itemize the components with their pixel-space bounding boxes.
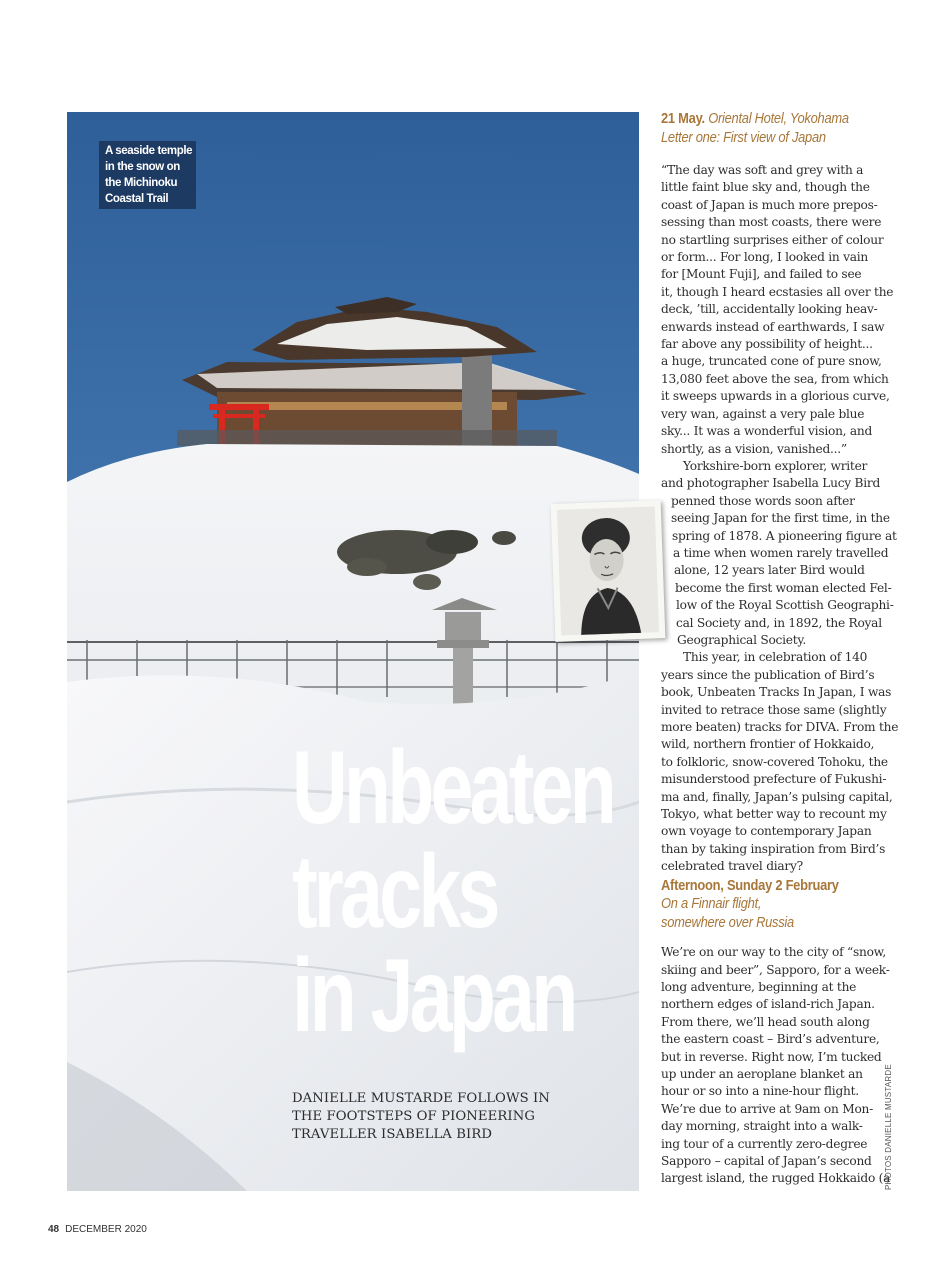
headline-line: in Japan [292, 938, 575, 1054]
section1-subtitle [661, 129, 850, 148]
portrait-engraving [557, 506, 659, 635]
standfirst [292, 1090, 550, 1144]
body-line: celebrated travel diary? [661, 859, 803, 874]
body-line: sky... It was a wonderful vision, and [661, 424, 873, 439]
body-line: years since the publication of Bird’s [661, 667, 875, 682]
body-line: low of the Royal Scottish Geographi- [676, 598, 894, 613]
body-line: deck, ’till, accidentally looking heav- [661, 302, 878, 317]
body-line: northern edges of island-rich Japan. [661, 997, 875, 1012]
body-line: a huge, truncated cone of pure snow, [661, 354, 882, 369]
body-line: 13,080 feet above the sea, from which [661, 371, 889, 386]
body-line: enwards instead of earthwards, I saw [661, 319, 885, 334]
body-line: This year, in celebration of 140 [683, 650, 868, 665]
body-line: We’re due to arrive at 9am on Mon- [661, 1101, 873, 1116]
body-line: more beaten) tracks for DIVA. From the [661, 720, 899, 734]
body-line: hour or so into a nine-hour flight. [661, 1084, 859, 1099]
body-line: sessing than most coasts, there were [661, 215, 882, 230]
body-line: little faint blue sky and, though the [661, 180, 870, 195]
body-line: to folkloric, snow-covered Tohoku, the [661, 754, 888, 769]
body-line: than by taking inspiration from Bird’s [661, 841, 886, 856]
standfirst-line: DANIELLE MUSTARDE FOLLOWS IN [292, 1091, 550, 1106]
body-line: or form... For long, I looked in vain [661, 250, 869, 265]
body-line: alone, 12 years later Bird would [674, 563, 865, 578]
body-line: own voyage to contemporary Japan [661, 824, 872, 839]
caption-line: in the snow on [105, 161, 180, 173]
section2-date: Afternoon, Sunday 2 February [661, 876, 839, 894]
body-line: invited to retrace those same (slightly [661, 702, 887, 717]
body-line: become the first woman elected Fel- [675, 580, 892, 595]
section1-body [661, 162, 899, 876]
body-line: up under an aeroplane blanket an [661, 1067, 863, 1081]
body-line: shortly, as a vision, vanished...” [661, 441, 847, 456]
body-line: coast of Japan is much more prepos- [661, 197, 878, 212]
body-line: From there, we’ll head south along [661, 1014, 870, 1029]
body-line: cal Society and, in 1892, the Royal [676, 615, 882, 630]
body-line: Tokyo, what better way to recount my [661, 807, 887, 822]
body-line: but in reverse. Right now, I’m tucked [661, 1049, 882, 1064]
body-line: far above any possibility of height... [661, 337, 873, 352]
body-line: skiing and beer”, Sapporo, for a week- [661, 962, 890, 977]
body-line: ma and, finally, Japan’s pulsing capital, [661, 789, 893, 804]
body-line: it, though I heard ecstasies all over the [661, 284, 894, 299]
issue-date: DECEMBER 2020 [65, 1224, 147, 1235]
body-line: Geographical Society. [677, 632, 807, 647]
section1-dateline [661, 110, 850, 129]
body-line: and photographer Isabella Lucy Bird [661, 476, 881, 491]
photo-credit: PHOTOS DANIELLE MUSTARDE [884, 1064, 893, 1190]
body-line: it sweeps upwards in a glorious curve, [661, 389, 890, 404]
body-line: ing tour of a currently zero-degree [661, 1136, 868, 1151]
standfirst-line: THE FOOTSTEPS OF PIONEERING [292, 1109, 535, 1124]
body-line: very wan, against a very pale blue [661, 406, 865, 421]
isabella-bird-portrait [551, 500, 666, 642]
body-line: Yorkshire-born explorer, writer [683, 458, 868, 473]
article-headline [292, 730, 614, 1054]
body-line: no startling surprises either of colour [661, 232, 884, 247]
body-line: penned those words soon after [671, 493, 855, 508]
section2-place-text: On a Finnair flight, [661, 895, 762, 913]
section2-place-2 [661, 914, 850, 933]
body-line: misunderstood prefecture of Fukushi- [661, 772, 887, 787]
body-line: “The day was soft and grey with a [661, 163, 864, 177]
body-line: We’re on our way to the city of “snow, [661, 945, 887, 960]
headline-line: Unbeaten [292, 730, 614, 846]
body-line: long adventure, beginning at the [661, 979, 857, 994]
body-line: for [Mount Fuji], and failed to see [661, 267, 862, 282]
body-line: wild, northern frontier of Hokkaido, [661, 737, 875, 752]
body-line: seeing Japan for the first time, in the [671, 511, 890, 526]
body-line: the eastern coast – Bird’s adventure, [661, 1032, 880, 1047]
standfirst-line: TRAVELLER ISABELLA BIRD [292, 1127, 493, 1142]
section1-subtitle-text: Letter one: First view of Japan [661, 128, 826, 146]
photo-caption [99, 141, 196, 209]
body-line: a time when women rarely travelled [673, 545, 889, 560]
section1-date: 21 May. [661, 110, 705, 127]
section2-place-1 [661, 895, 850, 914]
body-line: spring of 1878. A pioneering figure at [672, 528, 897, 543]
body-line: day morning, straight into a walk- [661, 1119, 863, 1134]
section2-place-text: somewhere over Russia [661, 913, 794, 931]
body-line: largest island, the rugged Hokkaido (a [661, 1171, 891, 1186]
caption-line: the Michinoku [105, 177, 178, 189]
caption-line: A seaside temple [105, 145, 193, 157]
section2-dateline [661, 877, 850, 896]
body-line: book, Unbeaten Tracks In Japan, I was [661, 685, 892, 700]
page-number: 48 [48, 1224, 60, 1235]
caption-line: Coastal Trail [105, 193, 169, 205]
headline-line: tracks [292, 834, 497, 950]
body-line: Sapporo – capital of Japan’s second [661, 1154, 872, 1169]
page-folio [48, 1224, 147, 1235]
section1-place: Oriental Hotel, Yokohama [708, 110, 849, 127]
